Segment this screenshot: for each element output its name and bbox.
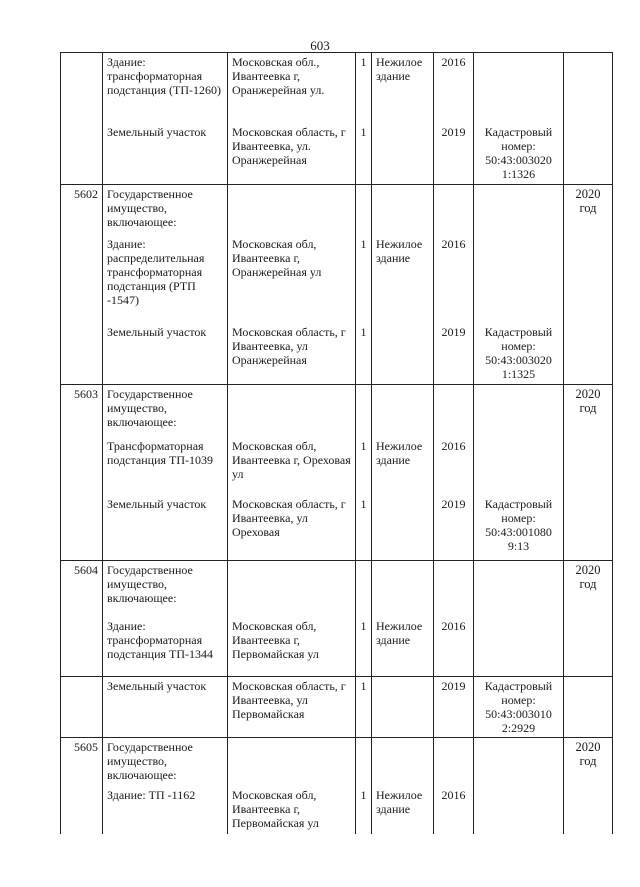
object-year: 2016 xyxy=(434,786,474,834)
object-period xyxy=(564,617,613,677)
table-row xyxy=(61,677,613,738)
object-address: Московская обл, Ивантеевка г, Первомайская ул xyxy=(228,617,356,677)
object-name: Земельный участок xyxy=(103,323,228,385)
object-note xyxy=(474,561,564,617)
object-quantity: 1 xyxy=(356,437,372,495)
table-row xyxy=(61,437,613,495)
row-number xyxy=(61,495,103,561)
row-number: 5604 xyxy=(61,561,103,617)
object-quantity: 1 xyxy=(356,617,372,677)
object-year: 2019 xyxy=(434,123,474,185)
object-name: Государственное имущество, включающее: xyxy=(103,185,228,235)
object-name: Здание: ТП -1162 xyxy=(103,786,228,834)
object-address xyxy=(228,185,356,235)
object-note xyxy=(474,385,564,437)
table-row xyxy=(61,617,613,677)
object-quantity: 1 xyxy=(356,123,372,185)
row-number xyxy=(61,123,103,185)
row-number xyxy=(61,323,103,385)
object-type: Нежилое здание xyxy=(372,53,434,123)
object-year xyxy=(434,385,474,437)
object-note: Кадастровый номер: 50:43:003010 2:2929 xyxy=(474,677,564,738)
object-quantity xyxy=(356,385,372,437)
object-address: Московская область, г Ивантеевка, ул Ореховая xyxy=(228,495,356,561)
row-number xyxy=(61,786,103,834)
object-note: Кадастровый номер: 50:43:003020 1:1325 xyxy=(474,323,564,385)
object-name: Государственное имущество, включающее: xyxy=(103,385,228,437)
object-quantity: 1 xyxy=(356,495,372,561)
object-period xyxy=(564,235,613,323)
object-period xyxy=(564,123,613,185)
object-quantity: 1 xyxy=(356,235,372,323)
object-period: 2020 год xyxy=(564,738,613,786)
object-quantity: 1 xyxy=(356,786,372,834)
object-quantity: 1 xyxy=(356,53,372,123)
object-note xyxy=(474,53,564,123)
object-type: Нежилое здание xyxy=(372,617,434,677)
object-name: Государственное имущество, включающее: xyxy=(103,738,228,786)
object-note xyxy=(474,185,564,235)
object-quantity xyxy=(356,185,372,235)
object-quantity: 1 xyxy=(356,677,372,738)
object-note: Кадастровый номер: 50:43:003020 1:1326 xyxy=(474,123,564,185)
object-quantity xyxy=(356,738,372,786)
object-year: 2019 xyxy=(434,677,474,738)
row-number xyxy=(61,53,103,123)
object-period xyxy=(564,495,613,561)
table-row xyxy=(61,185,613,235)
row-number: 5602 xyxy=(61,185,103,235)
object-name: Здание: трансформаторная подстанция (ТП-1260) xyxy=(103,53,228,123)
object-name: Здание: распределительная трансформаторная подстанция (РТП -1547) xyxy=(103,235,228,323)
table-row xyxy=(61,561,613,617)
object-type xyxy=(372,495,434,561)
object-type xyxy=(372,185,434,235)
table-row xyxy=(61,786,613,834)
object-quantity: 1 xyxy=(356,323,372,385)
row-number xyxy=(61,437,103,495)
table-row xyxy=(61,323,613,385)
table-row xyxy=(61,235,613,323)
object-name: Земельный участок xyxy=(103,677,228,738)
object-address xyxy=(228,738,356,786)
object-address: Московская обл, Ивантеевка г, Ореховая ул xyxy=(228,437,356,495)
object-period xyxy=(564,437,613,495)
row-number xyxy=(61,677,103,738)
row-number: 5603 xyxy=(61,385,103,437)
object-period xyxy=(564,677,613,738)
object-type xyxy=(372,123,434,185)
table-row xyxy=(61,738,613,786)
table-row xyxy=(61,123,613,185)
row-number: 5605 xyxy=(61,738,103,786)
object-type: Нежилое здание xyxy=(372,786,434,834)
object-year xyxy=(434,185,474,235)
object-year xyxy=(434,738,474,786)
object-type xyxy=(372,561,434,617)
table-row xyxy=(61,385,613,437)
page-number: 603 xyxy=(310,38,330,53)
object-address: Московская обл., Ивантеевка г, Оранжерейная ул. xyxy=(228,53,356,123)
object-type xyxy=(372,323,434,385)
object-note xyxy=(474,437,564,495)
object-period xyxy=(564,53,613,123)
object-name: Здание: трансформаторная подстанция ТП-1344 xyxy=(103,617,228,677)
object-quantity xyxy=(356,561,372,617)
table-row xyxy=(61,53,613,123)
object-note xyxy=(474,738,564,786)
object-period: 2020 год xyxy=(564,385,613,437)
object-note xyxy=(474,786,564,834)
object-address: Московская область, г Ивантеевка, ул Первомайская xyxy=(228,677,356,738)
object-year: 2016 xyxy=(434,53,474,123)
object-year xyxy=(434,561,474,617)
object-name: Земельный участок xyxy=(103,495,228,561)
object-type xyxy=(372,677,434,738)
object-year: 2016 xyxy=(434,437,474,495)
row-number xyxy=(61,235,103,323)
object-address: Московская обл, Ивантеевка г, Оранжерейная ул xyxy=(228,235,356,323)
object-period xyxy=(564,786,613,834)
object-address: Московская область, г Ивантеевка, ул. Оранжерейная xyxy=(228,123,356,185)
registry-table xyxy=(60,52,613,834)
object-year: 2019 xyxy=(434,495,474,561)
object-note xyxy=(474,617,564,677)
object-name: Земельный участок xyxy=(103,123,228,185)
object-year: 2016 xyxy=(434,235,474,323)
object-address: Московская обл, Ивантеевка г, Первомайская ул xyxy=(228,786,356,834)
table-row xyxy=(61,495,613,561)
object-address: Московская область, г Ивантеевка, ул Оранжерейная xyxy=(228,323,356,385)
object-type xyxy=(372,385,434,437)
object-period: 2020 год xyxy=(564,561,613,617)
object-period xyxy=(564,323,613,385)
object-address xyxy=(228,561,356,617)
object-year: 2016 xyxy=(434,617,474,677)
object-type xyxy=(372,738,434,786)
object-type: Нежилое здание xyxy=(372,235,434,323)
object-period: 2020 год xyxy=(564,185,613,235)
row-number xyxy=(61,617,103,677)
object-note: Кадастровый номер: 50:43:001080 9:13 xyxy=(474,495,564,561)
object-year: 2019 xyxy=(434,323,474,385)
object-name: Трансформаторная подстанция ТП-1039 xyxy=(103,437,228,495)
object-name: Государственное имущество, включающее: xyxy=(103,561,228,617)
object-type: Нежилое здание xyxy=(372,437,434,495)
object-address xyxy=(228,385,356,437)
object-note xyxy=(474,235,564,323)
